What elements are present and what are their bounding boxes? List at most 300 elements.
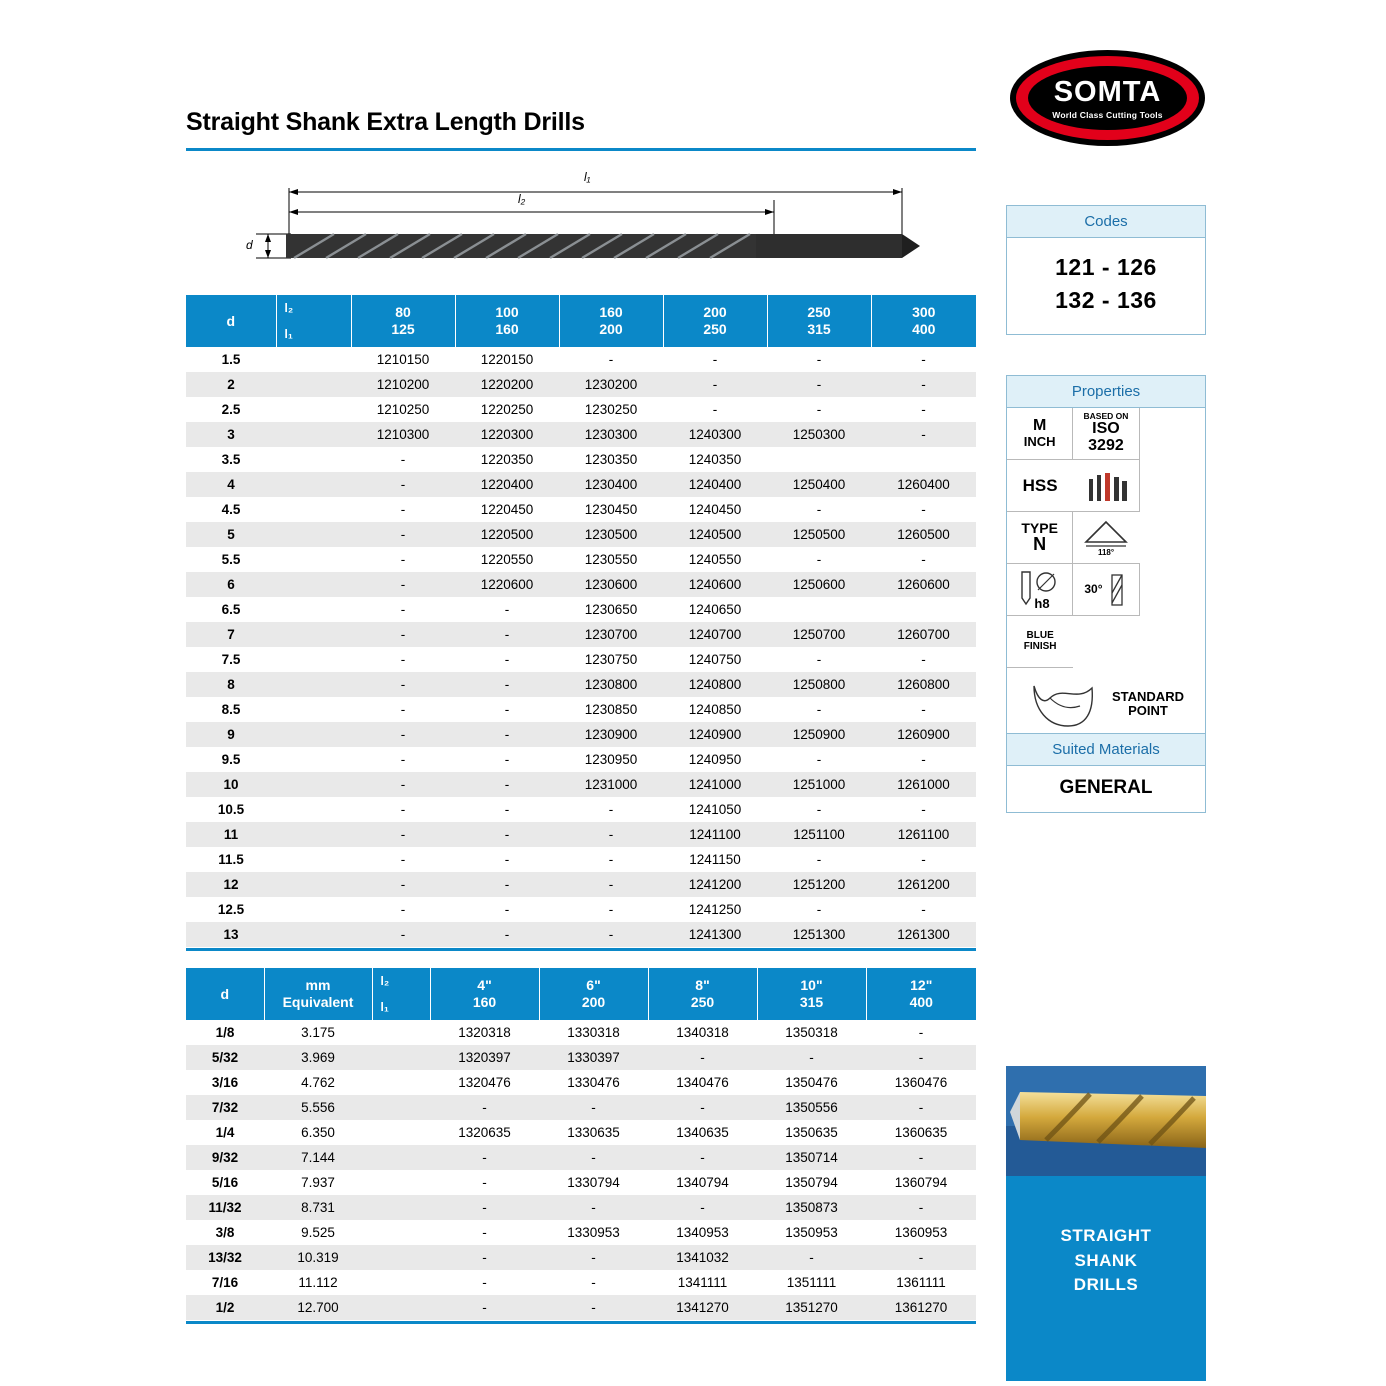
- metric-code-cell: -: [608, 927, 614, 942]
- metric-code-cell: -: [400, 502, 406, 517]
- imperial-code-cell: -: [482, 1200, 487, 1215]
- metric-code-cell: 1230950: [584, 752, 638, 767]
- imperial-code-cell: -: [482, 1250, 487, 1265]
- metric-code-cell: 1260700: [897, 627, 950, 642]
- imperial-mm-equivalent-cell: 7.144: [301, 1150, 335, 1165]
- metric-code-cell: -: [816, 352, 822, 367]
- codes-range-2: 132 - 136: [1055, 287, 1157, 313]
- hss-material-icon: HSS: [1007, 460, 1073, 512]
- table-row: [186, 797, 976, 822]
- metric-code-cell: 1251000: [792, 777, 846, 792]
- table-row: [186, 1170, 976, 1195]
- suited-materials-panel: [1006, 733, 1206, 813]
- imperial-code-cell: 1350794: [785, 1175, 838, 1190]
- metric-spacer-cell: [276, 597, 351, 622]
- imperial-code-cell: -: [482, 1275, 487, 1290]
- imperial-code-cell: 1330476: [567, 1075, 620, 1090]
- imperial-code-cell: -: [918, 1250, 924, 1265]
- metric-code-cell: 1210300: [376, 427, 430, 442]
- imperial-code-cell: 1320635: [458, 1125, 511, 1140]
- metric-diameter-cell: 9.5: [221, 752, 241, 767]
- blue-finish-icon: BLUE FINISH: [1007, 616, 1073, 668]
- table-row: [186, 572, 976, 597]
- metric-code-cell: -: [921, 552, 926, 567]
- imperial-code-cell: -: [591, 1300, 596, 1315]
- metric-code-cell: -: [504, 677, 510, 692]
- metric-spacer-cell: [276, 347, 351, 372]
- metric-code-cell: -: [400, 777, 406, 792]
- metric-header-col-5: 300 400: [871, 295, 976, 347]
- metric-diameter-cell: 3: [227, 427, 235, 442]
- metric-code-cell: -: [400, 677, 406, 692]
- metric-code-cell: 1250700: [792, 627, 846, 642]
- codes-panel-body: [1007, 238, 1205, 334]
- imperial-code-cell: -: [591, 1250, 596, 1265]
- imperial-code-cell: -: [700, 1050, 705, 1065]
- type-n-icon: TYPE N: [1007, 512, 1073, 564]
- metric-code-cell: 1260600: [897, 577, 950, 592]
- metric-spacer-cell: [276, 797, 351, 822]
- imperial-header-col-3: 10" 315: [757, 968, 866, 1020]
- metric-code-cell: -: [504, 877, 510, 892]
- imperial-code-cell: 1330953: [567, 1225, 620, 1240]
- metric-code-cell: -: [816, 552, 822, 567]
- metric-diameter-cell: 5.5: [221, 552, 241, 567]
- metric-spacer-cell: [276, 572, 351, 597]
- metric-code-cell: 1251100: [793, 827, 845, 842]
- helix-icon: [1106, 573, 1128, 607]
- metric-header-col-1: 100 160: [455, 295, 559, 347]
- imperial-code-cell: -: [591, 1100, 596, 1115]
- dim-label-l2: l₂: [518, 192, 526, 206]
- imperial-code-cell: -: [918, 1200, 924, 1215]
- metric-code-cell: 1261300: [897, 927, 950, 942]
- metric-code-cell: 1241000: [688, 777, 742, 792]
- metric-code-cell: -: [400, 727, 406, 742]
- point-angle-118-icon: [1073, 512, 1139, 564]
- metric-code-cell: -: [504, 652, 510, 667]
- imperial-code-cell: 1341270: [676, 1300, 729, 1315]
- table-row: [186, 1145, 976, 1170]
- metric-code-cell: 1220150: [480, 352, 534, 367]
- metric-code-cell: -: [504, 902, 510, 917]
- metric-code-cell: 1261200: [897, 877, 950, 892]
- metric-code-cell: [767, 447, 871, 472]
- table-row: [186, 447, 976, 472]
- metric-spacer-cell: [276, 847, 351, 872]
- metric-code-cell: -: [504, 777, 510, 792]
- metric-code-cell: 1220550: [480, 552, 534, 567]
- metric-spacer-cell: [276, 472, 351, 497]
- metric-code-cell: 1241100: [689, 827, 741, 842]
- metric-code-cell: -: [816, 852, 822, 867]
- imperial-header-l1: l₁: [380, 1000, 389, 1014]
- metric-code-cell: 1230300: [584, 427, 638, 442]
- table-row: [186, 1095, 976, 1120]
- page-title: Straight Shank Extra Length Drills: [186, 108, 585, 136]
- imperial-code-cell: 1360635: [894, 1125, 948, 1140]
- table-row: [186, 547, 976, 572]
- metric-header-lengths: [276, 295, 351, 347]
- imperial-table-body: [186, 1020, 976, 1320]
- metric-code-cell: -: [712, 402, 718, 417]
- imperial-code-cell: -: [918, 1150, 924, 1165]
- imperial-spacer-cell: [372, 1195, 430, 1220]
- metric-code-cell: 1250900: [792, 727, 846, 742]
- metric-spacer-cell: [276, 397, 351, 422]
- imperial-code-cell: 1360794: [894, 1175, 948, 1190]
- shank-tolerance-h8-icon: [1007, 564, 1073, 616]
- imperial-spacer-cell: [372, 1270, 430, 1295]
- imperial-mm-equivalent-cell: 6.350: [301, 1125, 335, 1140]
- imperial-mm-equivalent-cell: 12.700: [297, 1300, 339, 1315]
- table-row: [186, 897, 976, 922]
- metric-code-cell: 1250800: [792, 677, 846, 692]
- metric-spacer-cell: [276, 522, 351, 547]
- imperial-diameter-cell: 5/16: [211, 1175, 239, 1190]
- table-row: [186, 597, 976, 622]
- imperial-code-cell: 1340953: [676, 1225, 729, 1240]
- metric-code-cell: -: [816, 902, 822, 917]
- metric-code-cell: -: [608, 802, 614, 817]
- metric-code-cell: -: [504, 802, 510, 817]
- imperial-mm-equivalent-cell: 3.175: [301, 1025, 335, 1040]
- product-caption-line-3: DRILLS: [1073, 1275, 1139, 1295]
- imperial-code-cell: 1360476: [894, 1075, 948, 1090]
- metric-code-cell: 1260800: [897, 677, 950, 692]
- table-row: [186, 847, 976, 872]
- imperial-header-col-1: 6" 200: [539, 968, 648, 1020]
- properties-panel: [1006, 375, 1206, 741]
- metric-code-cell: -: [921, 402, 926, 417]
- imperial-code-cell: 1320318: [458, 1025, 511, 1040]
- table-row: [186, 672, 976, 697]
- metric-diameter-cell: 7.5: [221, 652, 241, 667]
- metric-diameter-cell: 11: [223, 827, 239, 842]
- metric-code-cell: -: [816, 502, 822, 517]
- suited-materials-value: GENERAL: [1059, 777, 1153, 798]
- table-row: [186, 1295, 976, 1320]
- helix-angle-30-icon: 30°: [1073, 564, 1139, 616]
- table-row: [186, 622, 976, 647]
- metric-code-cell: 1230350: [584, 452, 638, 467]
- table-row: [186, 1245, 976, 1270]
- metric-code-cell: 1260400: [897, 477, 950, 492]
- drill-diagram-svg: [186, 170, 976, 280]
- metric-code-cell: 1240700: [688, 627, 742, 642]
- imperial-diameter-cell: 7/16: [211, 1275, 239, 1290]
- metric-diameter-cell: 4.5: [221, 502, 241, 517]
- metric-code-cell: -: [400, 477, 406, 492]
- table-row: [186, 347, 976, 372]
- h8-icon: [1012, 568, 1068, 612]
- metric-code-cell: 1220350: [480, 452, 534, 467]
- imperial-spacer-cell: [372, 1020, 430, 1045]
- metric-code-cell: 1230200: [584, 377, 638, 392]
- table-row: [186, 747, 976, 772]
- svg-text:118°: 118°: [1098, 547, 1115, 557]
- metric-code-cell: 1250300: [792, 427, 846, 442]
- imperial-code-cell: 1340476: [676, 1075, 729, 1090]
- imperial-code-cell: -: [591, 1150, 596, 1165]
- metric-diameter-cell: 7: [227, 627, 235, 642]
- imperial-diameter-cell: 13/32: [208, 1250, 242, 1265]
- imperial-code-cell: -: [809, 1050, 814, 1065]
- metric-code-cell: 1260500: [897, 527, 950, 542]
- table-row: [186, 922, 976, 947]
- imperial-code-cell: 1350556: [785, 1100, 838, 1115]
- table-row: [186, 647, 976, 672]
- imperial-code-cell: 1350873: [785, 1200, 838, 1215]
- metric-code-cell: -: [504, 602, 510, 617]
- imperial-spacer-cell: [372, 1095, 430, 1120]
- metric-code-cell: -: [816, 702, 822, 717]
- imperial-mm-equivalent-cell: 4.762: [301, 1075, 335, 1090]
- metric-code-cell: 1230750: [584, 652, 638, 667]
- table-row: [186, 522, 976, 547]
- metric-spacer-cell: [276, 772, 351, 797]
- metric-spacer-cell: [276, 372, 351, 397]
- suited-materials-heading: Suited Materials: [1007, 734, 1205, 766]
- metric-spacer-cell: [276, 447, 351, 472]
- metric-code-cell: -: [921, 752, 926, 767]
- imperial-mm-equivalent-cell: 5.556: [301, 1100, 335, 1115]
- logo-brand-name: SOMTA: [1053, 76, 1162, 108]
- metric-code-cell: 1241300: [688, 927, 742, 942]
- metric-code-cell: 1241200: [688, 877, 742, 892]
- metric-code-cell: -: [712, 377, 718, 392]
- table-row: [186, 1120, 976, 1145]
- metric-code-cell: -: [816, 752, 822, 767]
- dim-label-d: d: [246, 238, 253, 252]
- angle-118-icon: [1080, 518, 1132, 558]
- imperial-diameter-cell: 1/4: [215, 1125, 235, 1140]
- table-row: [186, 472, 976, 497]
- metric-code-cell: 1230800: [584, 677, 638, 692]
- dim-label-l1: l₁: [584, 170, 591, 184]
- product-caption: [1006, 1176, 1206, 1381]
- metric-code-cell: -: [400, 827, 406, 842]
- metric-code-cell: -: [400, 852, 406, 867]
- metric-code-cell: 1230500: [584, 527, 638, 542]
- metric-code-cell: 1230600: [584, 577, 638, 592]
- metric-diameter-cell: 12: [223, 877, 239, 892]
- metric-code-cell: 1230700: [584, 627, 638, 642]
- metric-header-l1: l₁: [284, 327, 293, 341]
- metric-spacer-cell: [276, 422, 351, 447]
- metric-code-table: [186, 295, 976, 947]
- metric-code-cell: -: [504, 827, 510, 842]
- imperial-code-cell: 1330794: [567, 1175, 620, 1190]
- metric-code-cell: 1220500: [480, 527, 534, 542]
- metric-header-col-4: 250 315: [767, 295, 871, 347]
- table-row: [186, 822, 976, 847]
- logo-tagline: World Class Cutting Tools: [1052, 110, 1163, 120]
- table-row: [186, 1070, 976, 1095]
- imperial-table-bottom-rule: [186, 1321, 976, 1324]
- metric-code-cell: -: [400, 602, 406, 617]
- imperial-spacer-cell: [372, 1045, 430, 1070]
- imperial-code-cell: 1360953: [894, 1225, 948, 1240]
- metric-diameter-cell: 3.5: [221, 452, 241, 467]
- metric-code-cell: -: [400, 652, 406, 667]
- metric-table-bottom-rule: [186, 948, 976, 951]
- imperial-header-l2: l₂: [380, 974, 390, 988]
- imperial-header-col-4: 12" 400: [866, 968, 976, 1020]
- table-row: [186, 422, 976, 447]
- metric-code-cell: -: [400, 802, 406, 817]
- metric-code-cell: -: [400, 927, 406, 942]
- imperial-code-cell: -: [700, 1100, 705, 1115]
- metric-code-cell: -: [608, 902, 614, 917]
- metric-code-cell: -: [608, 352, 614, 367]
- metric-spacer-cell: [276, 872, 351, 897]
- metric-diameter-cell: 6: [227, 577, 235, 592]
- table-row: [186, 397, 976, 422]
- metric-code-cell: -: [400, 627, 406, 642]
- imperial-diameter-cell: 3/16: [211, 1075, 239, 1090]
- product-caption-line-1: STRAIGHT: [1060, 1226, 1152, 1245]
- imperial-mm-equivalent-cell: 8.731: [301, 1200, 335, 1215]
- metric-spacer-cell: [276, 897, 351, 922]
- metric-code-cell: 1250600: [792, 577, 846, 592]
- imperial-code-cell: 1320397: [458, 1050, 511, 1065]
- metric-code-cell: -: [921, 852, 926, 867]
- imperial-code-cell: 1330397: [567, 1050, 620, 1065]
- metric-code-cell: 1220250: [480, 402, 534, 417]
- metric-code-cell: 1230450: [584, 502, 638, 517]
- metric-code-cell: -: [400, 527, 406, 542]
- metric-code-cell: 1220200: [480, 377, 534, 392]
- metric-spacer-cell: [276, 622, 351, 647]
- somta-logo: [1010, 42, 1205, 154]
- imperial-mm-equivalent-cell: 9.525: [301, 1225, 335, 1240]
- metric-code-cell: -: [816, 652, 822, 667]
- imperial-code-cell: -: [482, 1225, 487, 1240]
- metric-code-cell: -: [921, 427, 926, 442]
- metric-code-cell: 1250500: [792, 527, 846, 542]
- metric-header-d: d: [186, 295, 276, 347]
- product-photo-svg: [1006, 1066, 1206, 1176]
- metric-code-cell: -: [921, 702, 926, 717]
- metric-code-cell: 1260900: [897, 727, 950, 742]
- metric-code-cell: 1220600: [480, 577, 534, 592]
- metric-code-cell: 1240450: [688, 502, 742, 517]
- metric-diameter-cell: 10: [223, 777, 239, 792]
- metric-code-cell: -: [400, 702, 406, 717]
- table-row: [186, 1195, 976, 1220]
- imperial-code-cell: -: [591, 1275, 596, 1290]
- imperial-code-cell: -: [482, 1150, 487, 1165]
- metric-code-cell: 1240650: [688, 602, 742, 617]
- imperial-code-cell: 1330318: [567, 1025, 620, 1040]
- metric-code-cell: 1241250: [688, 902, 742, 917]
- metric-diameter-cell: 1.5: [221, 352, 241, 367]
- imperial-code-cell: -: [482, 1300, 487, 1315]
- metric-diameter-cell: 2: [227, 377, 235, 392]
- metric-code-cell: 1240600: [688, 577, 742, 592]
- metric-diameter-cell: 13: [223, 927, 239, 942]
- metric-code-cell: 1210200: [376, 377, 430, 392]
- metric-code-cell: 1261100: [897, 827, 950, 842]
- metric-code-cell: -: [816, 402, 822, 417]
- drill-range-icon: [1073, 460, 1139, 512]
- imperial-spacer-cell: [372, 1170, 430, 1195]
- metric-diameter-cell: 11.5: [218, 852, 244, 867]
- svg-text:h8: h8: [1034, 595, 1050, 611]
- metric-code-cell: -: [921, 902, 926, 917]
- table-row: [186, 1045, 976, 1070]
- codes-panel: [1006, 205, 1206, 335]
- metric-diameter-cell: 10.5: [217, 802, 245, 817]
- metric-diameter-cell: 9: [227, 727, 235, 742]
- imperial-header-col-2: 8" 250: [648, 968, 757, 1020]
- table-row: [186, 697, 976, 722]
- metric-code-cell: -: [608, 827, 614, 842]
- metric-spacer-cell: [276, 697, 351, 722]
- metric-code-cell: 1210150: [376, 352, 430, 367]
- metric-code-cell: -: [504, 752, 510, 767]
- imperial-code-cell: 1320476: [458, 1075, 511, 1090]
- imperial-code-cell: 1351270: [785, 1300, 838, 1315]
- point-geometry-icon: [1028, 676, 1098, 732]
- metric-code-cell: 1210250: [376, 402, 430, 417]
- imperial-code-cell: 1341032: [676, 1250, 729, 1265]
- metric-code-cell: 1241050: [688, 802, 742, 817]
- imperial-code-cell: 1350635: [785, 1125, 838, 1140]
- imperial-code-cell: -: [918, 1100, 924, 1115]
- metric-diameter-cell: 2.5: [221, 402, 241, 417]
- imperial-spacer-cell: [372, 1220, 430, 1245]
- metric-code-cell: 1240900: [688, 727, 742, 742]
- metric-spacer-cell: [276, 672, 351, 697]
- table-row: [186, 722, 976, 747]
- metric-code-cell: -: [400, 752, 406, 767]
- metric-code-cell: 1220450: [480, 502, 534, 517]
- metric-code-cell: -: [816, 377, 822, 392]
- metric-code-cell: 1240300: [688, 427, 742, 442]
- metric-code-cell: -: [400, 902, 406, 917]
- imperial-diameter-cell: 5/32: [211, 1050, 239, 1065]
- imperial-spacer-cell: [372, 1145, 430, 1170]
- metric-code-cell: 1230650: [584, 602, 638, 617]
- metric-code-cell: [871, 447, 976, 472]
- metric-code-cell: -: [608, 877, 614, 892]
- metric-code-cell: 1230850: [584, 702, 638, 717]
- metric-code-cell: -: [921, 352, 926, 367]
- metric-code-cell: 1240950: [688, 752, 742, 767]
- imperial-diameter-cell: 3/8: [215, 1225, 235, 1240]
- metric-spacer-cell: [276, 497, 351, 522]
- imperial-diameter-cell: 11/32: [208, 1200, 242, 1215]
- metric-diameter-cell: 8: [227, 677, 235, 692]
- metric-code-cell: 1230250: [584, 402, 638, 417]
- table-row: [186, 497, 976, 522]
- title-divider: [186, 148, 976, 151]
- imperial-header-col-0: 4" 160: [430, 968, 539, 1020]
- imperial-header-d: d: [186, 968, 264, 1020]
- metric-inch-icon: M INCH: [1007, 408, 1073, 460]
- metric-code-cell: [767, 597, 871, 622]
- imperial-code-cell: -: [918, 1025, 924, 1040]
- imperial-spacer-cell: [372, 1245, 430, 1270]
- imperial-code-cell: -: [482, 1100, 487, 1115]
- metric-diameter-cell: 4: [227, 477, 235, 492]
- metric-code-cell: -: [400, 577, 406, 592]
- table-row: [186, 1020, 976, 1045]
- table-row: [186, 872, 976, 897]
- metric-diameter-cell: 8.5: [221, 702, 241, 717]
